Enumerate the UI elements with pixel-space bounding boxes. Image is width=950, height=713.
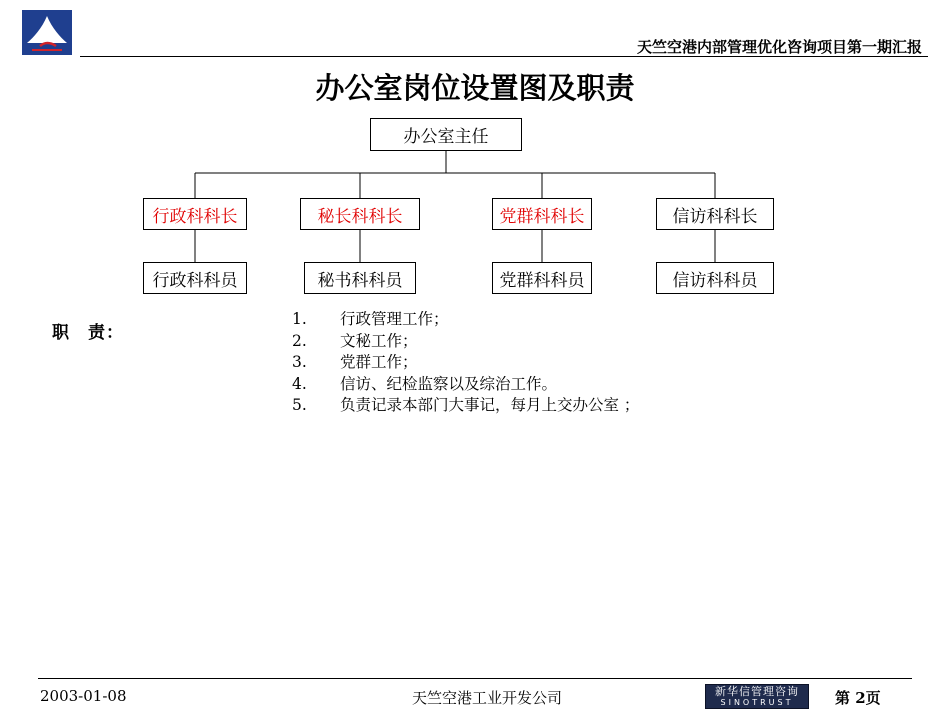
footer-date: 2003-01-08 xyxy=(40,687,127,705)
page-title: 办公室岗位设置图及职责 xyxy=(315,71,635,105)
list-item xyxy=(292,331,639,353)
org-head-party: 党群科科长 xyxy=(492,198,592,230)
org-staff-secretariat: 秘书科科员 xyxy=(304,262,416,294)
responsibilities-label: 职 责： xyxy=(52,323,124,343)
footer-divider xyxy=(38,678,912,679)
list-item-number: 2. xyxy=(292,331,307,350)
org-head-admin: 行政科科长 xyxy=(143,198,247,230)
responsibilities-list xyxy=(292,309,639,417)
list-item xyxy=(292,309,639,331)
list-item xyxy=(292,352,639,374)
org-root-office-director: 办公室主任 xyxy=(370,118,522,151)
list-item-number: 4. xyxy=(292,374,307,393)
list-item xyxy=(292,395,639,417)
consultancy-logo xyxy=(705,684,809,709)
list-item-number: 3. xyxy=(292,353,307,371)
org-staff-admin: 行政科科员 xyxy=(143,262,247,294)
list-item-text: 负责记录本部门大事记，每月上交办公室 ； xyxy=(340,396,640,414)
list-item-text: 信访、纪检监察以及综治工作。 xyxy=(340,374,558,393)
list-item-number: 1. xyxy=(292,310,307,328)
list-item-text: 行政管理工作； xyxy=(340,310,449,328)
org-staff-party: 党群科科员 xyxy=(492,262,592,294)
consultancy-logo-en: SINOTRUST xyxy=(720,698,794,707)
org-head-secretariat: 秘长科科长 xyxy=(300,198,420,230)
list-item-text: 党群工作； xyxy=(340,353,418,371)
footer-company: 天竺空港工业开发公司 xyxy=(412,689,563,707)
page-number: 第 2页 xyxy=(835,689,881,707)
consultancy-logo-cn: 新华信管理咨询 xyxy=(715,685,799,698)
header-title: 天竺空港内部管理优化咨询项目第一期汇报 xyxy=(636,38,922,56)
org-head-petition: 信访科科长 xyxy=(656,198,774,230)
list-item-text: 文秘工作； xyxy=(340,331,418,350)
org-staff-petition: 信访科科员 xyxy=(656,262,774,294)
list-item xyxy=(292,374,639,396)
list-item-number: 5. xyxy=(292,396,307,414)
